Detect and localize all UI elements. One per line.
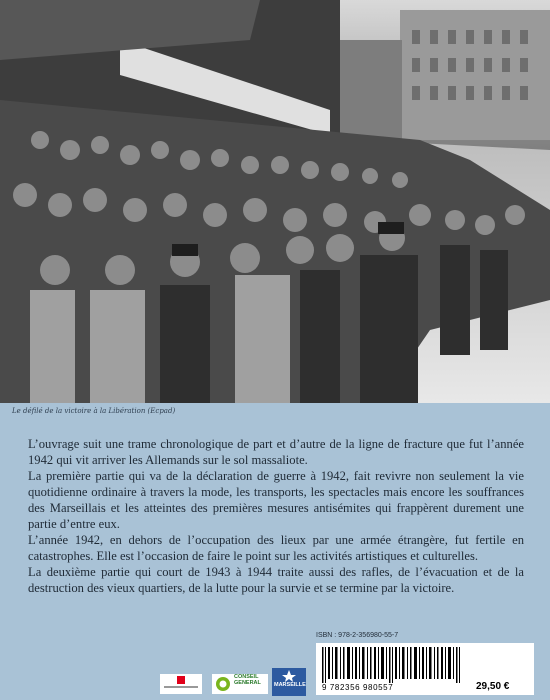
marseille-star-icon	[272, 668, 306, 682]
paragraph-4: La deuxième partie qui court de 1943 à 1944 traite aussi des rafles, de l’évacuation et de la destruction des vieux quartiers, de la lutte pour la survie et se termine par la victoire.	[28, 565, 524, 595]
paragraph-3: L’année 1942, en dehors de l’occupation des lieux par une armée étrangère, fut fertile en catastrophes. Elle est l’occasion de faire le point sur les activités artistiques et culturelles.	[28, 533, 524, 563]
barcode-box	[316, 643, 534, 695]
photo-caption: Le défilé de la victoire à la Libération (Ecpad)	[12, 407, 176, 415]
conseil-general-emblem-icon	[214, 675, 232, 693]
paragraph-2: La première partie qui va de la déclaration de guerre à 1942, fait revivre non seulement la vie quotidienne ordinaire à travers la mode, les transports, les spectacles mais encore les souffrances des Marseillais et les atteintes des premières mesures antisémites qui frappèrent durement une partie d’entre eux.	[28, 469, 524, 531]
paragraph-1: L’ouvrage suit une trame chronologique de part et d’autre de la ligne de fracture que fut l’année 1942 qui vit arriver les Allemands sur le sol massaliote.	[28, 437, 524, 467]
region-logo	[160, 674, 202, 694]
marseille-label: MARSEILLE	[274, 682, 306, 688]
marseille-logo	[272, 668, 306, 696]
barcode-icon	[322, 647, 462, 683]
back-cover-text	[28, 436, 524, 596]
isbn-label: ISBN : 978-2-356980-55-7	[316, 632, 399, 639]
conseil-general-logo	[212, 674, 268, 694]
region-logo-icon	[160, 674, 202, 694]
publisher-logos	[160, 668, 310, 698]
conseil-general-label: CONSEIL GENERAL	[234, 674, 261, 686]
barcode-digits: 9 782356 980557	[322, 683, 394, 692]
price: 29,50 €	[476, 681, 510, 692]
